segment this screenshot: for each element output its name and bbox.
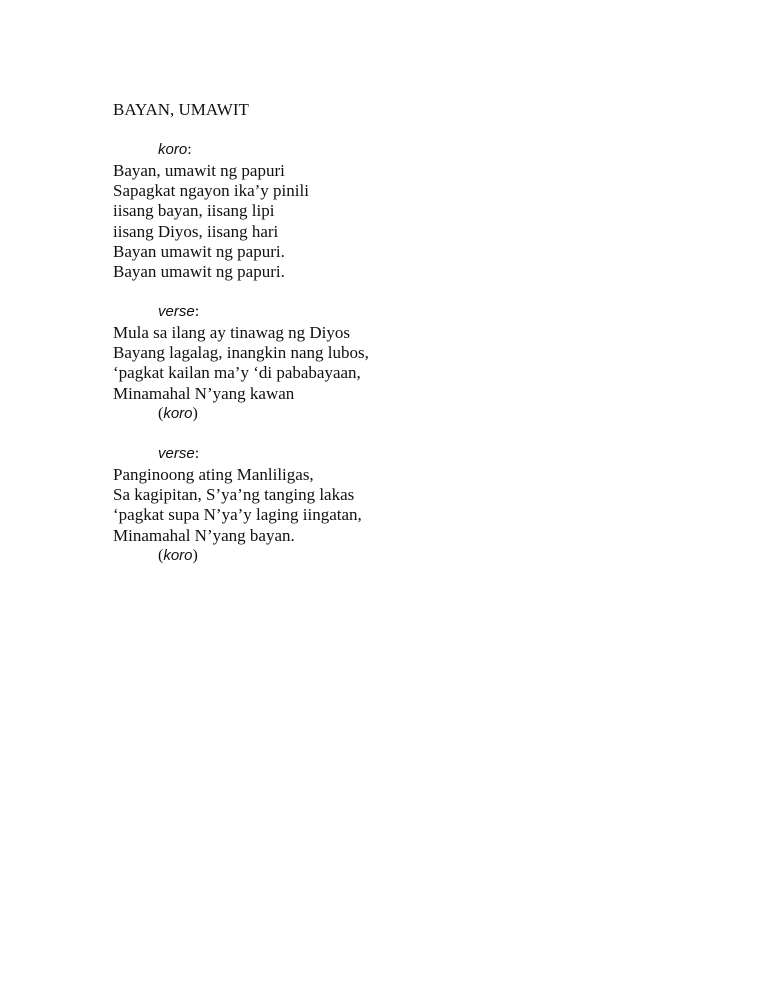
verse2-label-colon: : [194, 445, 200, 462]
song-title: BAYAN, UMAWIT [113, 100, 249, 119]
verse2-ref-label: koro [163, 547, 193, 564]
chorus-line: Sapagkat ngayon ika’y pinili [113, 181, 309, 201]
chorus-label-colon: : [187, 141, 192, 158]
verse2-label-text: verse [158, 445, 195, 462]
verse2-label [158, 444, 199, 464]
verse2-lines [113, 465, 362, 546]
verse1-ref-open: ( [158, 405, 164, 422]
verse1-label [158, 302, 199, 322]
chorus-line: iisang Diyos, iisang hari [113, 221, 279, 241]
verse1-lines [113, 323, 369, 404]
chorus-label-text: koro [158, 141, 188, 158]
chorus-line: Bayan umawit ng papuri. [113, 261, 285, 281]
verse1-line: Bayang lagalag, inangkin nang lubos, [113, 343, 369, 363]
verse2-ref-open: ( [158, 547, 164, 564]
verse1-line: Minamahal N’yang kawan [113, 383, 295, 403]
chorus-line: Bayan, umawit ng papuri [113, 161, 285, 180]
verse2-line: Sa kagipitan, S’ya’ng tanging lakas [113, 485, 355, 505]
chorus-label [158, 140, 192, 160]
verse1-ref-label: koro [163, 405, 193, 422]
verse2-chorus-ref [158, 546, 198, 566]
chorus-lines [113, 161, 309, 282]
verse1-line: ‘pagkat kailan ma’y ‘di pababayaan, [113, 363, 361, 383]
verse2-line: Panginoong ating Manliligas, [113, 465, 314, 484]
chorus-line: iisang bayan, iisang lipi [113, 201, 275, 221]
verse1-label-colon: : [194, 303, 200, 320]
verse1-chorus-ref [158, 404, 198, 424]
verse1-ref-close: ) [192, 405, 198, 422]
chorus-line: Bayan umawit ng papuri. [113, 241, 285, 261]
verse2-ref-close: ) [192, 547, 198, 564]
verse1-label-text: verse [158, 303, 195, 320]
verse2-line: Minamahal N’yang bayan. [113, 525, 295, 545]
verse2-line: ‘pagkat supa N’ya’y laging iingatan, [113, 505, 362, 525]
verse1-line: Mula sa ilang ay tinawag ng Diyos [113, 323, 351, 342]
